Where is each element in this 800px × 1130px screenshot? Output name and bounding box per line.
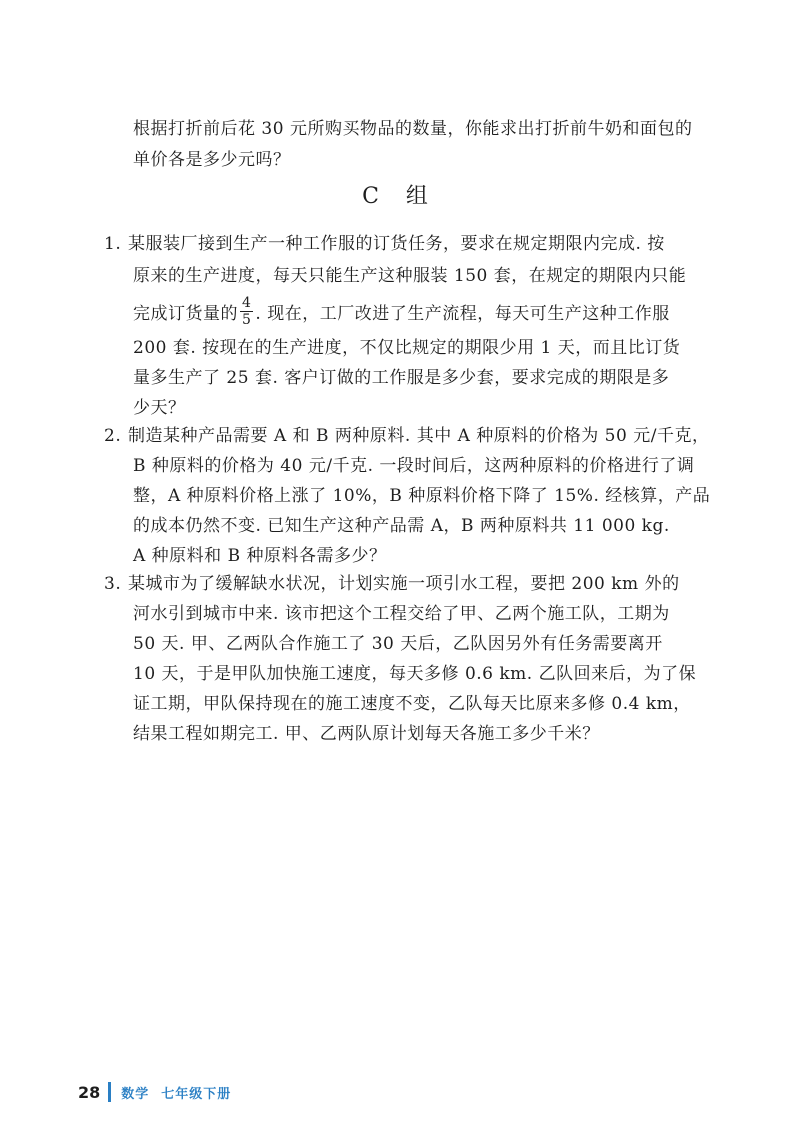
problem-3-line-6: 结果工程如期完工. 甲、乙两队原计划每天各施工多少千米？ xyxy=(133,724,600,744)
intro-line-2: 单价各是多少元吗？ xyxy=(133,150,291,170)
subject-label: 数学 xyxy=(121,1086,150,1102)
page-footer xyxy=(78,1077,231,1107)
book-title xyxy=(121,1083,231,1102)
fraction-numerator: 4 xyxy=(242,295,252,311)
problem-1-line-2: 原来的生产进度，每天只能生产这种服装 150 套，在规定的期限内只能 xyxy=(133,266,687,286)
problem-1-line-1: 1. 某服装厂接到生产一种工作服的订货任务，要求在规定期限内完成. 按 xyxy=(104,234,665,254)
book-volume-label: 七年级下册 xyxy=(161,1086,232,1102)
footer-divider xyxy=(108,1082,111,1102)
section-title: C 组 xyxy=(362,184,438,209)
problem-2-line-1: 2. 制造某种产品需要 A 和 B 两种原料. 其中 A 种原料的价格为 50 元/千克， xyxy=(104,426,710,446)
problem-2-line-2: B 种原料的价格为 40 元/千克. 一段时间后，这两种原料的价格进行了调 xyxy=(133,456,695,476)
problem-3-line-1: 3. 某城市为了缓解缺水状况，计划实施一项引水工程，要把 200 km 外的 xyxy=(104,574,680,594)
problem-2-line-3: 整，A 种原料价格上涨了 10%，B 种原料价格下降了 15%. 经核算，产品 xyxy=(133,486,711,506)
problem-1-line-3: 完成订货量的 $\frac{4}{5}$ . 现在，工厂改进了生产流程，每天可生产这种工作服 xyxy=(133,295,670,328)
fraction-four-fifths xyxy=(240,295,253,328)
problem-3-line-5: 证工期，甲队保持现在的施工速度不变，乙队每天比原来多修 0.4 km， xyxy=(133,694,691,714)
problem-1-line-4: 200 套. 按现在的生产进度，不仅比规定的期限少用 1 天，而且比订货 xyxy=(133,338,681,358)
problem-2-line-4: 的成本仍然不变. 已知生产这种产品需 A，B 两种原料共 11 000 kg. xyxy=(133,516,670,536)
problem-2-line-5: A 种原料和 B 种原料各需多少？ xyxy=(133,546,387,566)
page-number: 28 xyxy=(78,1082,101,1102)
problem-1-number: 1. xyxy=(104,234,122,254)
fraction-denominator: 5 xyxy=(242,312,252,328)
problem-1-line-5: 量多生产了 25 套. 客户订做的工作服是多少套，要求完成的期限是多 xyxy=(133,368,670,388)
problem-3-number: 3. xyxy=(104,574,122,594)
intro-line-1: 根据打折前后花 30 元所购买物品的数量，你能求出打折前牛奶和面包的 xyxy=(133,119,693,139)
problem-1-line-6: 少天？ xyxy=(133,398,186,418)
problem-2-number: 2. xyxy=(104,426,122,446)
problem-3-line-3: 50 天. 甲、乙两队合作施工了 30 天后，乙队因另外有任务需要离开 xyxy=(133,634,663,654)
problem-3-line-2: 河水引到城市中来. 该市把这个工程交给了甲、乙两个施工队，工期为 xyxy=(133,604,670,624)
problem-3-line-4: 10 天，于是甲队加快施工速度，每天多修 0.6 km. 乙队回来后，为了保 xyxy=(133,664,697,684)
